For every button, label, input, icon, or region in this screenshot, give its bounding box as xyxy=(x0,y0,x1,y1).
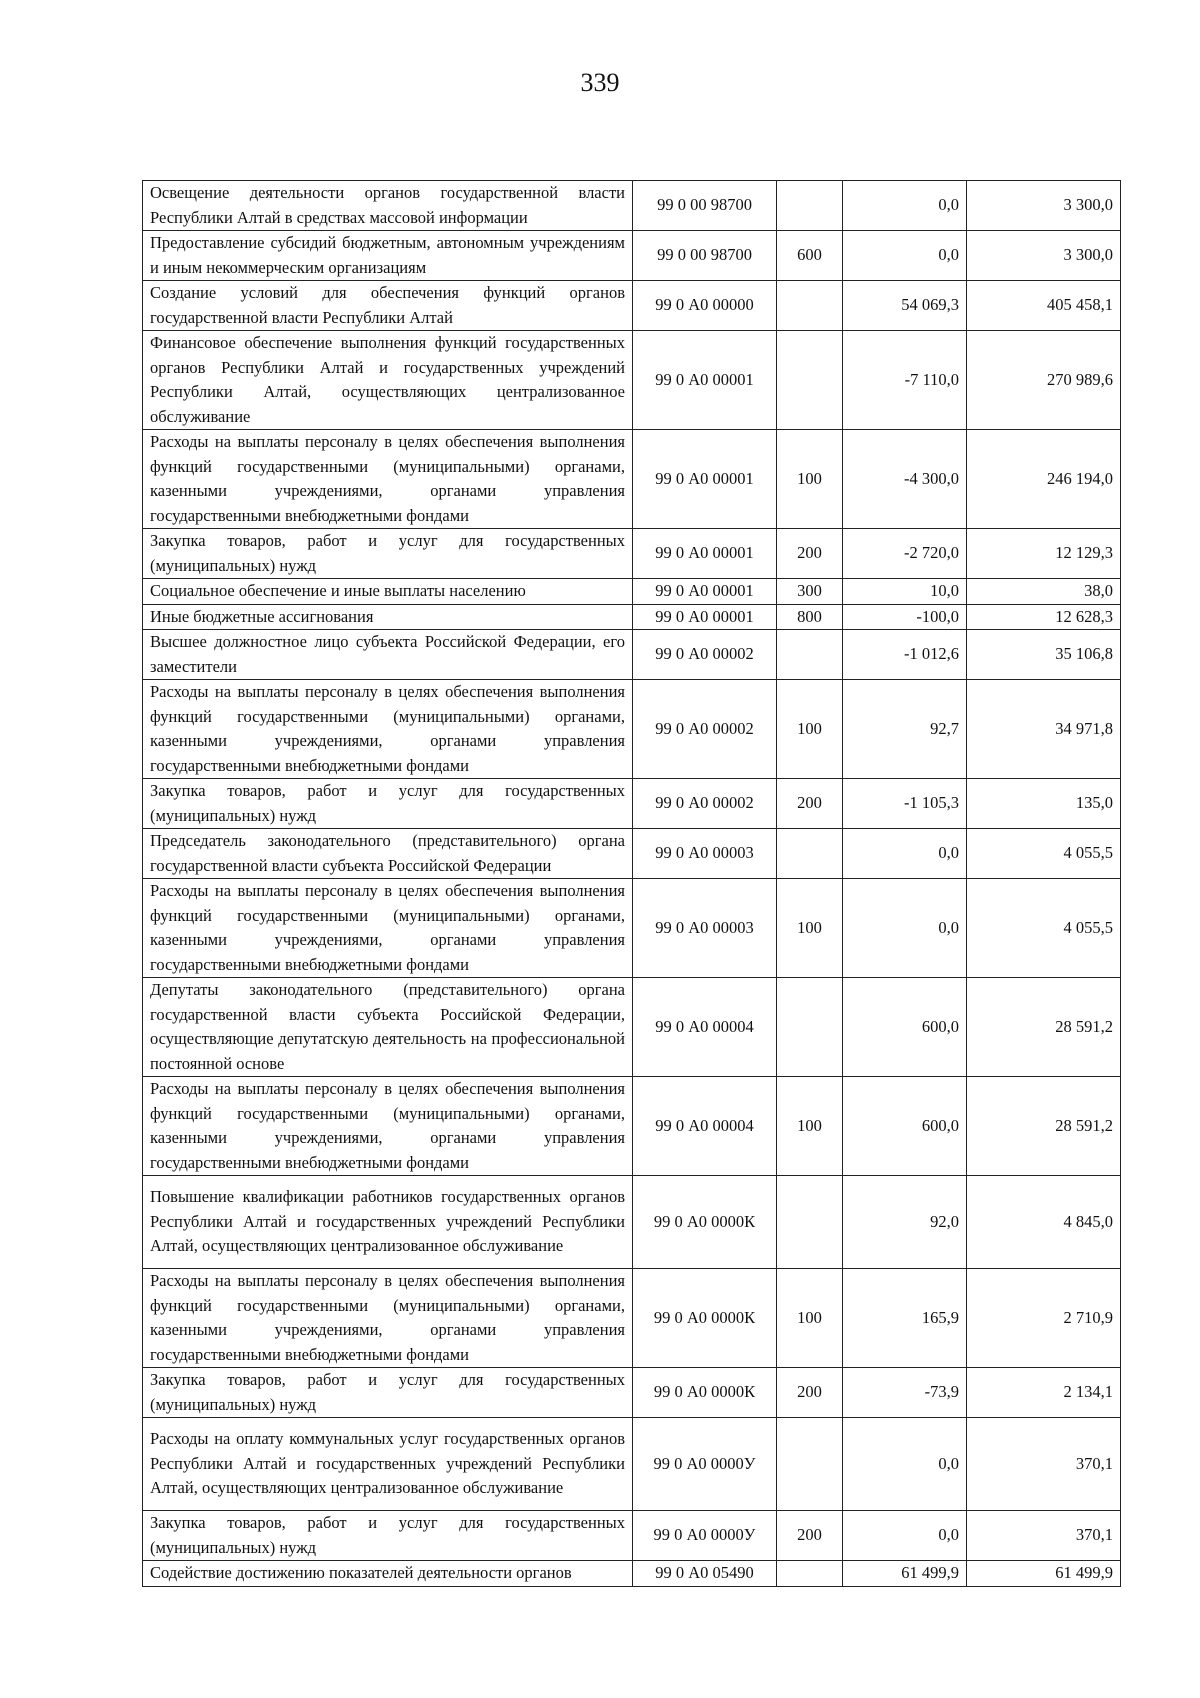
table-row xyxy=(143,604,1121,630)
target-code-cell: 99 0 А0 00001 xyxy=(633,529,777,579)
amount-total-cell: 38,0 xyxy=(967,579,1121,605)
amount-total-cell: 370,1 xyxy=(967,1511,1121,1561)
table-row xyxy=(143,1511,1121,1561)
item-name-cell: Закупка товаров, работ и услуг для государственных (муниципальных) нужд xyxy=(143,529,633,579)
amount-total-cell: 270 989,6 xyxy=(967,331,1121,430)
table-row xyxy=(143,1368,1121,1418)
expense-type-cell: 100 xyxy=(777,1077,843,1176)
amount-total-cell: 35 106,8 xyxy=(967,630,1121,680)
amount-total-cell: 405 458,1 xyxy=(967,281,1121,331)
expense-type-cell: 800 xyxy=(777,604,843,630)
amount-total-cell: 12 129,3 xyxy=(967,529,1121,579)
target-code-cell: 99 0 А0 00001 xyxy=(633,430,777,529)
target-code-cell: 99 0 А0 00001 xyxy=(633,604,777,630)
table-row xyxy=(143,231,1121,281)
table-row xyxy=(143,529,1121,579)
target-code-cell: 99 0 А0 00004 xyxy=(633,978,777,1077)
amount-change-cell: 165,9 xyxy=(843,1269,967,1368)
expense-type-cell xyxy=(777,281,843,331)
table-row xyxy=(143,1269,1121,1368)
expense-type-cell: 100 xyxy=(777,879,843,978)
amount-change-cell: 92,0 xyxy=(843,1176,967,1269)
amount-total-cell: 28 591,2 xyxy=(967,978,1121,1077)
item-name-cell: Расходы на оплату коммунальных услуг государственных органов Республики Алтай и государственных учреждений Республики Алтай, осуществляющих централизованное обслуживание xyxy=(143,1418,633,1511)
target-code-cell: 99 0 А0 00002 xyxy=(633,779,777,829)
amount-total-cell: 4 845,0 xyxy=(967,1176,1121,1269)
item-name-cell: Расходы на выплаты персоналу в целях обеспечения выполнения функций государственными (муниципальными) органами, казенными учреждениями, органами управления государственными внебюджетными фондами xyxy=(143,430,633,529)
expense-type-cell: 600 xyxy=(777,231,843,281)
target-code-cell: 99 0 А0 0000У xyxy=(633,1418,777,1511)
table-row xyxy=(143,978,1121,1077)
amount-change-cell: -7 110,0 xyxy=(843,331,967,430)
expense-type-cell: 200 xyxy=(777,1511,843,1561)
expense-type-cell xyxy=(777,181,843,231)
amount-change-cell: 0,0 xyxy=(843,1418,967,1511)
budget-table xyxy=(142,180,1121,1587)
item-name-cell: Расходы на выплаты персоналу в целях обеспечения выполнения функций государственными (муниципальными) органами, казенными учреждениями, органами управления государственными внебюджетными фондами xyxy=(143,680,633,779)
table-row xyxy=(143,281,1121,331)
amount-change-cell: -100,0 xyxy=(843,604,967,630)
amount-change-cell: 54 069,3 xyxy=(843,281,967,331)
item-name-cell: Расходы на выплаты персоналу в целях обеспечения выполнения функций государственными (муниципальными) органами, казенными учреждениями, органами управления государственными внебюджетными фондами xyxy=(143,1077,633,1176)
item-name-cell: Освещение деятельности органов государственной власти Республики Алтай в средствах массовой информации xyxy=(143,181,633,231)
page-number: 339 xyxy=(580,68,620,97)
amount-change-cell: 92,7 xyxy=(843,680,967,779)
target-code-cell: 99 0 А0 00002 xyxy=(633,630,777,680)
item-name-cell: Закупка товаров, работ и услуг для государственных (муниципальных) нужд xyxy=(143,1511,633,1561)
expense-type-cell xyxy=(777,1418,843,1511)
item-name-cell: Высшее должностное лицо субъекта Российской Федерации, его заместители xyxy=(143,630,633,680)
item-name-cell: Закупка товаров, работ и услуг для государственных (муниципальных) нужд xyxy=(143,779,633,829)
expense-type-cell: 100 xyxy=(777,1269,843,1368)
amount-change-cell: -1 105,3 xyxy=(843,779,967,829)
target-code-cell: 99 0 А0 00003 xyxy=(633,879,777,978)
amount-change-cell: 0,0 xyxy=(843,829,967,879)
table-row xyxy=(143,829,1121,879)
target-code-cell: 99 0 А0 00001 xyxy=(633,579,777,605)
amount-change-cell: -4 300,0 xyxy=(843,430,967,529)
item-name-cell: Иные бюджетные ассигнования xyxy=(143,604,633,630)
target-code-cell: 99 0 А0 00004 xyxy=(633,1077,777,1176)
table-row xyxy=(143,779,1121,829)
amount-change-cell: 10,0 xyxy=(843,579,967,605)
amount-total-cell: 3 300,0 xyxy=(967,181,1121,231)
target-code-cell: 99 0 А0 0000К xyxy=(633,1176,777,1269)
target-code-cell: 99 0 А0 0000К xyxy=(633,1269,777,1368)
target-code-cell: 99 0 А0 00002 xyxy=(633,680,777,779)
expense-type-cell xyxy=(777,331,843,430)
expense-type-cell: 100 xyxy=(777,680,843,779)
item-name-cell: Повышение квалификации работников государственных органов Республики Алтай и государственных учреждений Республики Алтай, осуществляющих централизованное обслуживание xyxy=(143,1176,633,1269)
amount-total-cell: 61 499,9 xyxy=(967,1561,1121,1587)
amount-change-cell: 0,0 xyxy=(843,231,967,281)
item-name-cell: Финансовое обеспечение выполнения функций государственных органов Республики Алтай и государственных учреждений Республики Алтай, осуществляющих централизованное обслуживание xyxy=(143,331,633,430)
table-row xyxy=(143,1176,1121,1269)
table-row xyxy=(143,630,1121,680)
item-name-cell: Предоставление субсидий бюджетным, автономным учреждениям и иным некоммерческим организациям xyxy=(143,231,633,281)
table-row xyxy=(143,1077,1121,1176)
table-row xyxy=(143,1561,1121,1587)
amount-change-cell: 600,0 xyxy=(843,1077,967,1176)
budget-table-body xyxy=(143,181,1121,1587)
table-row xyxy=(143,579,1121,605)
expense-type-cell: 200 xyxy=(777,1368,843,1418)
expense-type-cell xyxy=(777,978,843,1077)
target-code-cell: 99 0 А0 00000 xyxy=(633,281,777,331)
amount-total-cell: 370,1 xyxy=(967,1418,1121,1511)
expense-type-cell: 100 xyxy=(777,430,843,529)
amount-total-cell: 4 055,5 xyxy=(967,829,1121,879)
amount-change-cell: 0,0 xyxy=(843,1511,967,1561)
table-row xyxy=(143,331,1121,430)
amount-change-cell: 0,0 xyxy=(843,879,967,978)
expense-type-cell xyxy=(777,1561,843,1587)
expense-type-cell: 200 xyxy=(777,529,843,579)
amount-total-cell: 2 710,9 xyxy=(967,1269,1121,1368)
amount-total-cell: 12 628,3 xyxy=(967,604,1121,630)
item-name-cell: Социальное обеспечение и иные выплаты населению xyxy=(143,579,633,605)
target-code-cell: 99 0 00 98700 xyxy=(633,181,777,231)
amount-total-cell: 3 300,0 xyxy=(967,231,1121,281)
expense-type-cell xyxy=(777,829,843,879)
amount-total-cell: 4 055,5 xyxy=(967,879,1121,978)
table-row xyxy=(143,879,1121,978)
expense-type-cell xyxy=(777,1176,843,1269)
target-code-cell: 99 0 А0 00001 xyxy=(633,331,777,430)
amount-change-cell: -1 012,6 xyxy=(843,630,967,680)
amount-change-cell: 0,0 xyxy=(843,181,967,231)
table-row xyxy=(143,430,1121,529)
target-code-cell: 99 0 А0 0000К xyxy=(633,1368,777,1418)
item-name-cell: Расходы на выплаты персоналу в целях обеспечения выполнения функций государственными (муниципальными) органами, казенными учреждениями, органами управления государственными внебюджетными фондами xyxy=(143,879,633,978)
amount-total-cell: 28 591,2 xyxy=(967,1077,1121,1176)
target-code-cell: 99 0 00 98700 xyxy=(633,231,777,281)
expense-type-cell: 200 xyxy=(777,779,843,829)
item-name-cell: Создание условий для обеспечения функций органов государственной власти Республики Алтай xyxy=(143,281,633,331)
table-row xyxy=(143,680,1121,779)
amount-total-cell: 135,0 xyxy=(967,779,1121,829)
amount-change-cell: -2 720,0 xyxy=(843,529,967,579)
amount-change-cell: 600,0 xyxy=(843,978,967,1077)
target-code-cell: 99 0 А0 0000У xyxy=(633,1511,777,1561)
item-name-cell: Расходы на выплаты персоналу в целях обеспечения выполнения функций государственными (муниципальными) органами, казенными учреждениями, органами управления государственными внебюджетными фондами xyxy=(143,1269,633,1368)
target-code-cell: 99 0 А0 05490 xyxy=(633,1561,777,1587)
target-code-cell: 99 0 А0 00003 xyxy=(633,829,777,879)
item-name-cell: Депутаты законодательного (представительного) органа государственной власти субъекта Российской Федерации, осуществляющие депутатскую деятельность на профессиональной постоянной основе xyxy=(143,978,633,1077)
expense-type-cell xyxy=(777,630,843,680)
expense-type-cell: 300 xyxy=(777,579,843,605)
table-row xyxy=(143,181,1121,231)
item-name-cell: Председатель законодательного (представительного) органа государственной власти субъекта Российской Федерации xyxy=(143,829,633,879)
amount-change-cell: -73,9 xyxy=(843,1368,967,1418)
amount-total-cell: 34 971,8 xyxy=(967,680,1121,779)
table-row xyxy=(143,1418,1121,1511)
amount-change-cell: 61 499,9 xyxy=(843,1561,967,1587)
amount-total-cell: 2 134,1 xyxy=(967,1368,1121,1418)
item-name-cell: Содействие достижению показателей деятельности органов xyxy=(143,1561,633,1587)
item-name-cell: Закупка товаров, работ и услуг для государственных (муниципальных) нужд xyxy=(143,1368,633,1418)
amount-total-cell: 246 194,0 xyxy=(967,430,1121,529)
